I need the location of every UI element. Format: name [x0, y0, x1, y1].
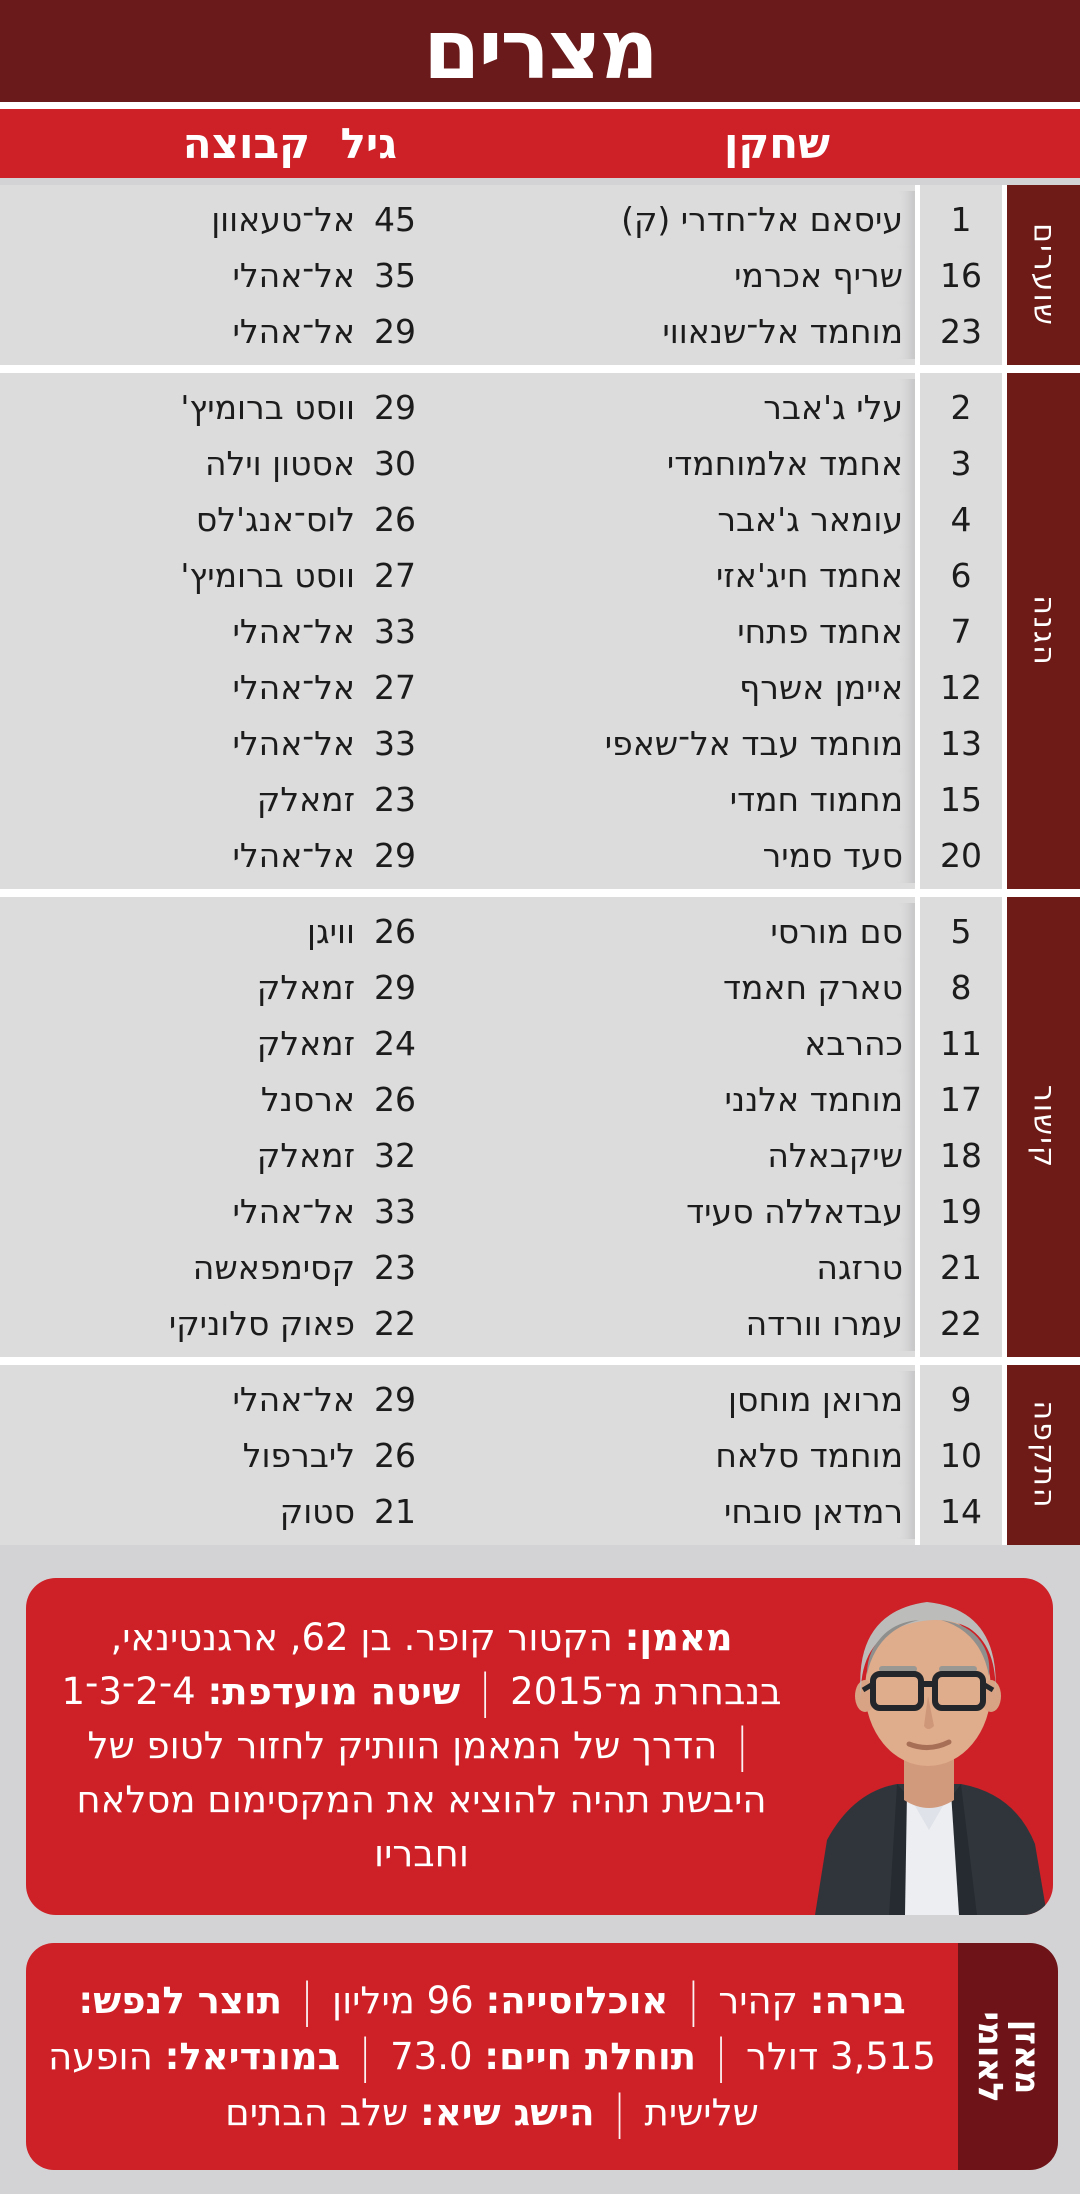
section-goalkeepers [0, 185, 1080, 365]
player-club: קסימפאשה [192, 1247, 355, 1287]
player-number: 17 [940, 1079, 982, 1119]
table-row [0, 1483, 915, 1539]
column-divider [1002, 1365, 1007, 1545]
separator: | [358, 2029, 372, 2083]
section-tab-defense [1007, 373, 1080, 889]
player-number: 12 [940, 667, 982, 707]
table-row [0, 1427, 915, 1483]
table-row [0, 1071, 915, 1127]
player-age: 26 [374, 1435, 416, 1475]
text-segment [668, 1979, 680, 2022]
player-name: עומאר ג'אבר [717, 499, 903, 539]
column-header-player: שחקן [723, 119, 830, 168]
player-name: טארק חאמד [722, 967, 903, 1007]
player-name: איימן אשרף [739, 667, 903, 707]
player-number: 4 [950, 499, 972, 539]
player-age: 26 [374, 499, 416, 539]
separator: | [613, 2085, 626, 2139]
table-row [0, 715, 915, 771]
table-row [0, 959, 915, 1015]
text-segment: מאמן: [624, 1615, 733, 1659]
player-number: 14 [940, 1491, 982, 1531]
separator: | [687, 1973, 700, 2027]
facts-text [42, 1973, 942, 2141]
player-name: שיקבאלה [767, 1135, 903, 1175]
player-age: 32 [374, 1135, 416, 1175]
facts-tab-label [971, 2011, 1045, 2103]
player-age: 27 [374, 555, 416, 595]
player-club: זמאלק [256, 1023, 355, 1063]
player-club: זמאלק [256, 1135, 355, 1175]
player-age: 26 [374, 911, 416, 951]
text-segment: תוצר לנפש: [78, 1978, 282, 2022]
player-name: מוחמד אלנני [724, 1079, 903, 1119]
text-segment: קהיר [706, 1978, 810, 2022]
text-segment: 73.0 [378, 2034, 485, 2078]
player-name: מוחמד אל־שנאווי [662, 311, 903, 351]
text-segment: הקטור קופר. בן 62, ארגנטינאי, בנבחרת מ־2015 [110, 1615, 782, 1713]
separator: | [714, 2029, 728, 2083]
facts-tab [958, 1943, 1058, 2170]
table-row [0, 827, 915, 883]
player-age: 29 [374, 967, 416, 1007]
player-age: 22 [374, 1303, 416, 1343]
table-row [0, 435, 915, 491]
player-name: מרואן מוחסן [728, 1379, 903, 1419]
section-label: שוערים [1026, 223, 1061, 327]
text-segment [460, 1670, 472, 1713]
player-name: טרזגה [816, 1247, 903, 1287]
coach-portrait-illustration [801, 1578, 1053, 1915]
text-segment: שלב הבתים [225, 2090, 421, 2134]
player-name: מוחמד עבד אל־שאפי [604, 723, 903, 763]
column-divider [1002, 185, 1007, 365]
national-facts-box [26, 1943, 1058, 2170]
coach-box [26, 1578, 1053, 1915]
player-age: 29 [374, 835, 416, 875]
player-age: 45 [374, 199, 416, 239]
player-name: רמדאן סובחי [723, 1491, 903, 1531]
player-name: עיסאם אל־חדרי (ק) [621, 199, 903, 239]
column-divider [915, 185, 920, 365]
player-name: סעד סמיר [762, 835, 903, 875]
text-segment: שיטה מועדפת: [207, 1669, 461, 1713]
player-name: סם מורסי [770, 911, 903, 951]
table-row [0, 1015, 915, 1071]
section-label: התקפה [1026, 1400, 1061, 1510]
table-row [0, 547, 915, 603]
column-divider [915, 897, 920, 1357]
table-row [0, 1183, 915, 1239]
player-number: 22 [940, 1303, 982, 1343]
column-divider [1002, 897, 1007, 1357]
table-row [0, 191, 915, 247]
player-club: אל־אהלי [232, 1191, 355, 1231]
section-label: הגנה [1026, 595, 1061, 667]
player-number: 20 [940, 835, 982, 875]
column-divider [1002, 373, 1007, 889]
table-row [0, 303, 915, 359]
player-age: 29 [374, 1379, 416, 1419]
table-row [0, 603, 915, 659]
player-club: ווסט ברומיץ' [180, 387, 355, 427]
text-segment: תוחלת חיים: [484, 2034, 696, 2078]
section-defense [0, 373, 1080, 889]
player-number: 21 [940, 1247, 982, 1287]
player-club: ליברפול [242, 1435, 355, 1475]
section-attack [0, 1365, 1080, 1545]
player-number: 18 [940, 1135, 982, 1175]
player-club: פאוק סלוניקי [168, 1303, 355, 1343]
player-club: אל־טעאוון [211, 199, 355, 239]
section-tab-midfield [1007, 897, 1080, 1357]
coach-description-text [46, 1611, 797, 1881]
player-name: מוחמד סלאח [715, 1435, 903, 1475]
player-club: אל־אהלי [232, 723, 355, 763]
player-club: סטוק [279, 1491, 355, 1531]
player-number: 2 [950, 387, 972, 427]
player-number: 23 [940, 311, 982, 351]
player-number: 11 [940, 1023, 982, 1063]
player-number: 8 [950, 967, 972, 1007]
player-name: מחמוד חמדי [729, 779, 903, 819]
player-age: 29 [374, 387, 416, 427]
player-number: 9 [950, 1379, 972, 1419]
header-bar [0, 0, 1080, 102]
separator: | [478, 1664, 492, 1718]
player-club: אל־אהלי [232, 611, 355, 651]
player-number: 3 [950, 443, 972, 483]
text-segment: 3,515 דולר [734, 2034, 936, 2078]
player-number: 15 [940, 779, 982, 819]
table-row [0, 247, 915, 303]
country-title: מצרים [423, 3, 657, 98]
text-segment: במונדיאל: [164, 2034, 341, 2078]
player-number: 7 [950, 611, 972, 651]
text-segment: הישג שיא: [420, 2090, 595, 2134]
column-header-band [0, 109, 1080, 178]
player-number: 1 [950, 199, 972, 239]
player-number: 16 [940, 255, 982, 295]
player-name: אחמד פתחי [737, 611, 903, 651]
text-segment: הופעה שלישית [48, 2034, 759, 2134]
player-age: 30 [374, 443, 416, 483]
player-number: 13 [940, 723, 982, 763]
table-row [0, 491, 915, 547]
player-name: כהרבא [804, 1023, 903, 1063]
player-club: ווסט ברומיץ' [180, 555, 355, 595]
player-number: 10 [940, 1435, 982, 1475]
player-age: 24 [374, 1023, 416, 1063]
text-segment [340, 2035, 352, 2078]
player-age: 23 [374, 1247, 416, 1287]
player-club: אל־אהלי [232, 311, 355, 351]
player-age: 33 [374, 611, 416, 651]
player-age: 33 [374, 1191, 416, 1231]
facts-tab-label-bottom: לאומי [970, 2010, 1010, 2103]
player-club: אל־אהלי [232, 255, 355, 295]
player-name: אחמד חיג'אזי [715, 555, 903, 595]
section-midfield [0, 897, 1080, 1357]
coach-photo [801, 1578, 1053, 1915]
table-row [0, 379, 915, 435]
column-header-age: גיל [340, 119, 397, 168]
section-tab-attack [1007, 1365, 1080, 1545]
player-number: 19 [940, 1191, 982, 1231]
text-segment [696, 2035, 708, 2078]
player-club: אל־אהלי [232, 1379, 355, 1419]
player-age: 23 [374, 779, 416, 819]
text-segment [282, 1979, 294, 2022]
separator: | [736, 1718, 749, 1772]
text-segment: 96 מיליון [320, 1978, 486, 2022]
text-segment: 4־2־3־1 [61, 1669, 208, 1713]
coach-description [26, 1578, 801, 1915]
table-row [0, 903, 915, 959]
player-club: אל־אהלי [232, 667, 355, 707]
table-row [0, 1239, 915, 1295]
text-segment: אוכלוסייה: [485, 1978, 669, 2022]
player-age: 29 [374, 311, 416, 351]
facts-tab-label-top: מאזן [1007, 2019, 1047, 2094]
player-number: 5 [950, 911, 972, 951]
player-name: עמרו וורדה [745, 1303, 903, 1343]
player-club: זמאלק [256, 779, 355, 819]
player-name: שריף אכרמי [734, 255, 903, 295]
player-name: עלי ג'אבר [763, 387, 903, 427]
player-club: וויגן [307, 911, 355, 951]
player-club: אל־אהלי [232, 835, 355, 875]
player-age: 21 [374, 1491, 416, 1531]
text-segment: הדרך של המאמן הוותיק לחזור לטופ של היבשת תהיה להוציא את המקסימום מסלאח וחבריו [76, 1723, 767, 1875]
separator: | [300, 1973, 314, 2027]
column-header-club: קבוצה [182, 119, 310, 168]
divider [0, 102, 1080, 109]
player-age: 35 [374, 255, 416, 295]
column-divider [915, 1365, 920, 1545]
player-number: 6 [950, 555, 972, 595]
player-age: 27 [374, 667, 416, 707]
player-name: אחמד אלמוחמדי [666, 443, 903, 483]
section-label: קישור [1026, 1084, 1061, 1170]
player-age: 26 [374, 1079, 416, 1119]
facts-body [26, 1943, 958, 2170]
table-row [0, 1295, 915, 1351]
table-row [0, 1127, 915, 1183]
table-row [0, 771, 915, 827]
text-segment: בירה: [809, 1978, 906, 2022]
player-club: זמאלק [256, 967, 355, 1007]
player-club: לוס־אנג'לס [195, 499, 355, 539]
player-club: ארסנל [260, 1079, 355, 1119]
player-name: עבדאללה סעיד [686, 1191, 903, 1231]
column-divider [915, 373, 920, 889]
text-segment [595, 2091, 607, 2134]
player-club: אסטון וילה [204, 443, 355, 483]
player-age: 33 [374, 723, 416, 763]
roster-table [0, 185, 1080, 1545]
table-row [0, 659, 915, 715]
section-tab-goalkeepers [1007, 185, 1080, 365]
table-row [0, 1371, 915, 1427]
